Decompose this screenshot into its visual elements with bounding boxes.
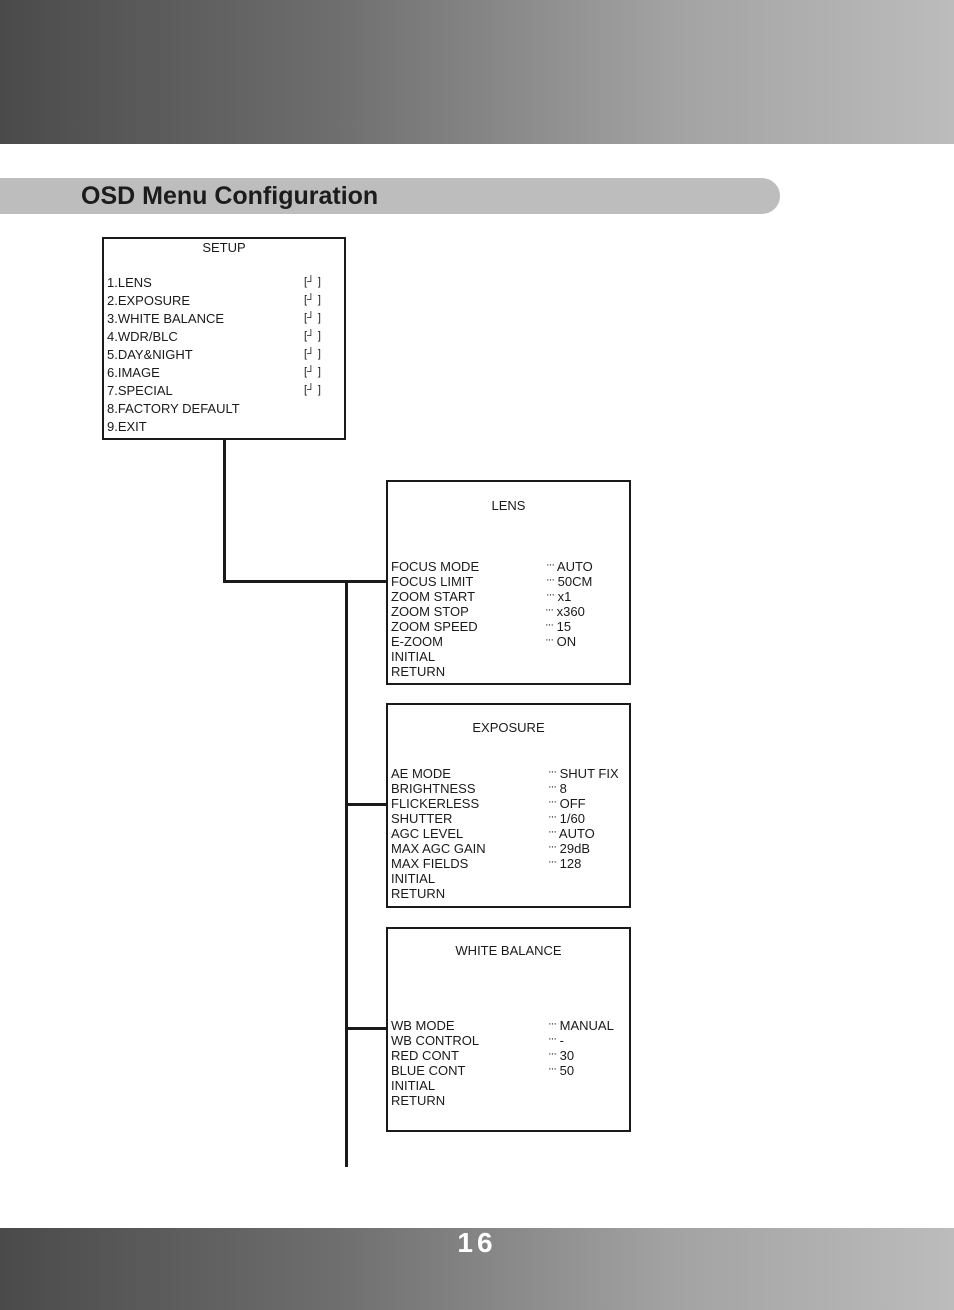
setup-item-wdr-blc [107, 328, 344, 346]
white-balance-item-label: BLUE CONT [391, 1063, 466, 1078]
setup-item-label: 7.SPECIAL [107, 383, 173, 398]
lens-item-label: RETURN [391, 664, 446, 679]
white-balance-item-value: - [559, 1033, 564, 1048]
connector-setup-down [223, 438, 226, 583]
exposure-item-value: 1/60 [559, 811, 585, 826]
lens-item: FOCUS LIMIT ··· 50CM [391, 574, 593, 589]
enter-icon: [┘ ] [304, 294, 321, 306]
lens-item: ZOOM SPEED ··· 15 [391, 619, 572, 634]
white-balance-item: RED CONT ··· 30 [391, 1048, 575, 1063]
lens-item-label: FOCUS MODE [391, 559, 480, 574]
white-balance-item-value: 30 [559, 1048, 575, 1063]
exposure-item-label: MAX AGC GAIN [391, 841, 486, 856]
page-number: 16 [457, 1227, 497, 1258]
exposure-item-value: OFF [559, 796, 586, 811]
lens-item-label: FOCUS LIMIT [391, 574, 474, 589]
white-balance-item-label: WB MODE [391, 1018, 455, 1033]
exposure-item-label: FLICKERLESS [391, 796, 480, 811]
lens-item-value: 50CM [557, 574, 593, 589]
setup-item-label: 3.WHITE BALANCE [107, 311, 225, 326]
enter-icon: [┘ ] [304, 330, 321, 342]
setup-item-exposure [107, 292, 344, 310]
exposure-item-value: 8 [559, 781, 567, 796]
exposure-item-value: SHUT FIX [559, 766, 619, 781]
white-balance-item: WB MODE ··· MANUAL [391, 1018, 614, 1033]
lens-item: ZOOM START ··· x1 [391, 589, 572, 604]
exposure-item-value: 128 [559, 856, 582, 871]
enter-icon: [┘ ] [304, 348, 321, 360]
setup-menu-box [102, 237, 346, 440]
lens-item-value: ON [556, 634, 577, 649]
connector-branch-white-balance [345, 1027, 388, 1030]
exposure-item: FLICKERLESS ··· OFF [391, 796, 586, 811]
lens-item-value: AUTO [556, 559, 593, 574]
white-balance-item: WB CONTROL ··· - [391, 1033, 564, 1048]
lens-item-value: x1 [557, 589, 572, 604]
exposure-item-label: AE MODE [391, 766, 451, 781]
exposure-item: MAX FIELDS ··· 128 [391, 856, 582, 871]
exposure-item: SHUTTER ··· 1/60 [391, 811, 585, 826]
setup-item-label: 4.WDR/BLC [107, 329, 178, 344]
lens-item-label: ZOOM SPEED [391, 619, 478, 634]
white-balance-item-label: INITIAL [391, 1078, 436, 1093]
setup-item-white-balance [107, 310, 344, 328]
white-balance-item-value: MANUAL [559, 1018, 614, 1033]
white-balance-item-label: WB CONTROL [391, 1033, 480, 1048]
setup-item-day-night [107, 346, 344, 364]
white-balance-item-value: 50 [559, 1063, 575, 1078]
setup-item-special [107, 382, 344, 400]
exposure-item [391, 871, 629, 886]
white-balance-item-label: RED CONT [391, 1048, 459, 1063]
top-decor-band [0, 0, 954, 144]
white-balance-item [391, 1078, 629, 1093]
connector-trunk [345, 580, 348, 1167]
connector-branch-exposure [345, 803, 388, 806]
lens-item: FOCUS MODE ··· AUTO [391, 559, 593, 574]
exposure-item: BRIGHTNESS ··· 8 [391, 781, 567, 796]
setup-menu-title: SETUP [202, 240, 246, 255]
setup-item-label: 9.EXIT [107, 419, 147, 434]
setup-item-image [107, 364, 344, 382]
setup-item-label: 8.FACTORY DEFAULT [107, 401, 240, 416]
enter-icon: [┘ ] [304, 276, 321, 288]
exposure-menu-box [386, 703, 631, 908]
exposure-item-value: AUTO [558, 826, 595, 841]
enter-icon: [┘ ] [304, 312, 321, 324]
lens-item: E-ZOOM ··· ON [391, 634, 577, 649]
lens-item-label: E-ZOOM [391, 634, 443, 649]
setup-item-label: 2.EXPOSURE [107, 293, 191, 308]
lens-item-label: ZOOM STOP [391, 604, 469, 619]
setup-item-label: 6.IMAGE [107, 365, 160, 380]
white-balance-menu-box [386, 927, 631, 1132]
white-balance-item [391, 1093, 629, 1108]
exposure-item-label: RETURN [391, 886, 446, 901]
setup-item-label: 1.LENS [107, 275, 152, 290]
lens-item-label: INITIAL [391, 649, 436, 664]
exposure-item-label: INITIAL [391, 871, 436, 886]
lens-menu-title: LENS [491, 498, 526, 513]
enter-icon: [┘ ] [304, 366, 321, 378]
lens-item: ZOOM STOP ··· x360 [391, 604, 585, 619]
setup-item-factory-default [107, 400, 344, 418]
lens-item [391, 664, 629, 679]
exposure-item [391, 886, 629, 901]
lens-item-label: ZOOM START [391, 589, 476, 604]
white-balance-menu-title: WHITE BALANCE [455, 943, 562, 958]
exposure-item-value: 29dB [559, 841, 590, 856]
exposure-item-label: BRIGHTNESS [391, 781, 476, 796]
lens-item-value: x360 [556, 604, 585, 619]
lens-menu-box [386, 480, 631, 685]
exposure-menu-title: EXPOSURE [472, 720, 545, 735]
white-balance-item-label: RETURN [391, 1093, 446, 1108]
lens-item [391, 649, 629, 664]
setup-item-lens [107, 274, 344, 292]
exposure-item: AE MODE ··· SHUT FIX [391, 766, 619, 781]
setup-item-label: 5.DAY&NIGHT [107, 347, 193, 362]
exposure-item-label: AGC LEVEL [391, 826, 464, 841]
exposure-item-label: MAX FIELDS [391, 856, 469, 871]
enter-icon: [┘ ] [304, 384, 321, 396]
connector-horizontal-lens [223, 580, 388, 583]
exposure-item: MAX AGC GAIN ··· 29dB [391, 841, 590, 856]
page-title: OSD Menu Configuration [81, 182, 379, 210]
lens-item-value: 15 [556, 619, 572, 634]
exposure-item-label: SHUTTER [391, 811, 453, 826]
setup-item-exit [107, 418, 344, 436]
exposure-item: AGC LEVEL ··· AUTO [391, 826, 595, 841]
white-balance-item: BLUE CONT ··· 50 [391, 1063, 575, 1078]
